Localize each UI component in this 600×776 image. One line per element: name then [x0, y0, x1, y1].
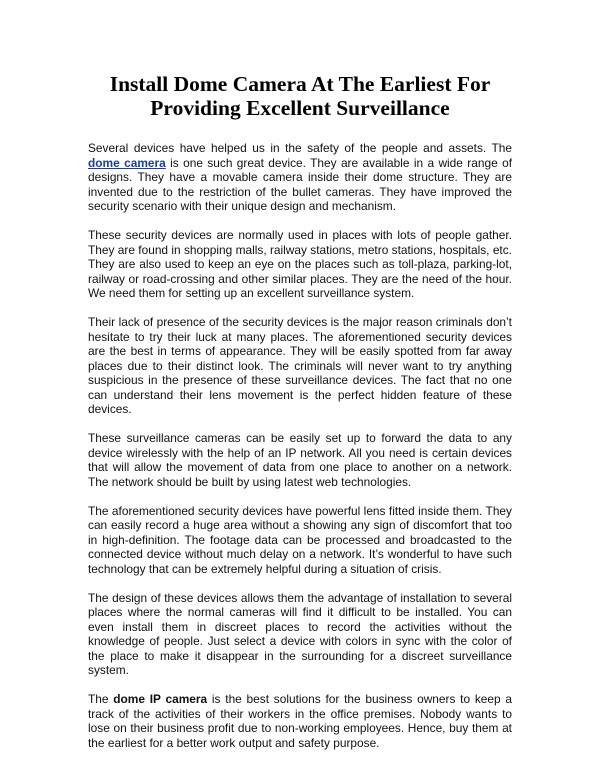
paragraph-3: Their lack of presence of the security devices is the major reason criminals don’t hesitate to try their luck at many places. The aforementioned security devices are the best in terms of appearance. They will be easily spotted from far away places due to their distinct look. The criminals will never want to try anything suspicious in the presence of these surveillance devices. The fact that no one can understand their lens movement is the perfect hidden feature of these devices. [88, 315, 512, 416]
paragraph-4: These surveillance cameras can be easily set up to forward the data to any device wirelessly with the help of an IP network. All you need is certain devices that will allow the movement of data from one place to another on a network. The network should be built by using latest web technologies. [88, 431, 512, 489]
dome-camera-link[interactable]: dome camera [88, 155, 166, 170]
article-body [88, 141, 512, 765]
paragraph-7-text-after: is the best solutions for the business owners to keep a track of the activities of their workers in the office premises. Nobody wants to lose on their business profit due to non-working employees. Hence, buy them at the earliest for a better work output and safety purpose. [88, 692, 512, 750]
document-title [60, 72, 540, 120]
paragraph-2: These security devices are normally used in places with lots of people gather. They are found in shopping malls, railway stations, metro stations, hospitals, etc. They are also used to keep an eye on the places such as toll-plaza, parking-lot, railway or road-crossing and other similar places. They are the need of the hour. We need them for setting up an excellent surveillance system. [88, 228, 512, 300]
title-line-2: Providing Excellent Surveillance [150, 96, 450, 120]
paragraph-1 [88, 141, 512, 214]
paragraph-7 [88, 692, 512, 750]
paragraph-1-text-before: Several devices have helped us in the safety of the people and assets. The [88, 141, 512, 155]
title-line-1: Install Dome Camera At The Earliest For [109, 72, 491, 96]
paragraph-1-text-after: is one such great device. They are available in a wide range of designs. They have a movable camera inside their dome structure. They are invented due to the restriction of the bullet cameras. They have improved the security scenario with their unique design and mechanism. [88, 155, 512, 213]
dome-ip-camera-keyword: dome IP camera [113, 692, 208, 706]
paragraph-7-text-before: The [88, 692, 114, 706]
paragraph-5: The aforementioned security devices have powerful lens fitted inside them. They can easily record a huge area without a showing any sign of discomfort that too in high-definition. The footage data can be processed and broadcasted to the connected device without much delay on a network. It’s wonderful to have such technology that can be extremely helpful during a situation of crisis. [88, 503, 512, 576]
paragraph-6: The design of these devices allows them the advantage of installation to several places where the normal cameras will find it difficult to be installed. You can even install them in discreet places to record the activities without the knowledge of people. Just select a device with colors in sync with the color of the place to make it disappear in the surrounding for a discreet surveillance system. [88, 590, 512, 677]
